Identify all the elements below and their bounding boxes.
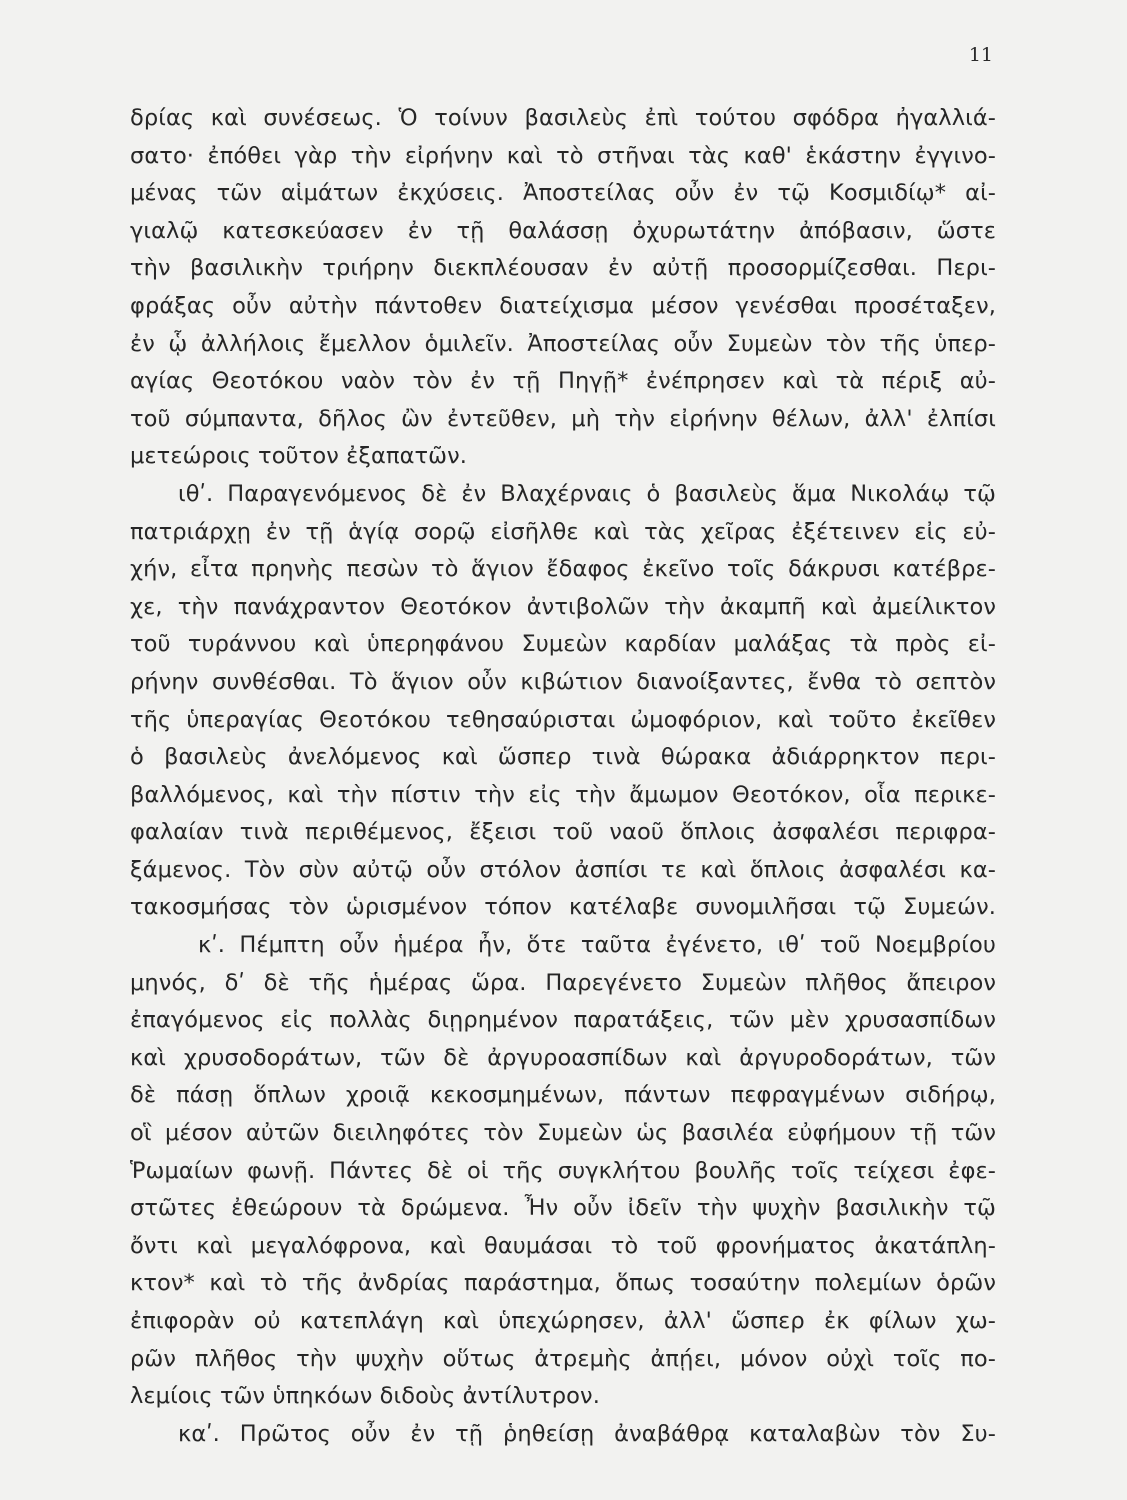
- text-line: ἐπιφορὰν οὐ κατεπλάγη καὶ ὑπεχώρησεν, ἀλλ' ὥσπερ ἐκ φίλων χω-: [130, 1308, 996, 1334]
- text-line: οἳ μέσον αὐτῶν διειληφότες τὸν Συμεὼν ὡς βασιλέα εὐφήμουν τῇ τῶν: [130, 1120, 996, 1147]
- paragraph-start-line: καʹ. Πρῶτος οὖν ἐν τῇ ῥηθείσῃ ἀναβάθρᾳ καταλαβὼν τὸν Συ-: [178, 1420, 996, 1447]
- text-line: Ῥωμαίων φωνῇ. Πάντες δὲ οἱ τῆς συγκλήτου βουλῆς τοῖς τείχεσι ἐφε-: [130, 1157, 996, 1184]
- text-line: τὴν βασιλικὴν τριήρην διεκπλέουσαν ἐν αὐτῇ προσορμίζεσθαι. Περι-: [130, 255, 996, 282]
- text-line: μηνός, δʹ δὲ τῆς ἡμέρας ὥρα. Παρεγένετο Συμεὼν πλῆθος ἄπειρον: [130, 969, 996, 996]
- text-line: τακοσμήσας τὸν ὡρισμένον τόπον κατέλαβε συνομιλῆσαι τῷ Συμεών.: [130, 894, 996, 921]
- text-line: μένας τῶν αἱμάτων ἐκχύσεις. Ἀποστείλας οὖν ἐν τῷ Κοσμιδίῳ* αἰ-: [130, 180, 996, 207]
- text-line: ξάμενος. Τὸν σὺν αὐτῷ οὖν στόλον ἀσπίσι τε καὶ ὅπλοις ἀσφαλέσι κα-: [130, 856, 996, 883]
- text-line: χε, τὴν πανάχραντον Θεοτόκον ἀντιβολῶν τὴν ἀκαμπῆ καὶ ἀμείλικτον: [130, 593, 996, 620]
- text-line: ὄντι καὶ μεγαλόφρονα, καὶ θαυμάσαι τὸ τοῦ φρονήματος ἀκατάπλη-: [130, 1232, 996, 1259]
- text-line: γιαλῷ κατεσκεύασεν ἐν τῇ θαλάσσῃ ὀχυρωτάτην ἀπόβασιν, ὥστε: [130, 217, 996, 244]
- text-line: δρίας καὶ συνέσεως. Ὁ τοίνυν βασιλεὺς ἐπὶ τούτου σφόδρα ἠγαλλιά-: [130, 105, 996, 131]
- text-line: καὶ χρυσοδοράτων, τῶν δὲ ἀργυροασπίδων καὶ ἀργυροδοράτων, τῶν: [130, 1044, 996, 1071]
- paragraph-start-line: κʹ. Πέμπτη οὖν ἡμέρα ἦν, ὅτε ταῦτα ἐγένετο, ιθʹ τοῦ Νοεμβρίου: [198, 932, 996, 959]
- text-line: τῆς ὑπεραγίας Θεοτόκου τεθησαύρισται ὠμοφόριον, καὶ τοῦτο ἐκεῖθεν: [130, 706, 996, 733]
- page-number: 11: [968, 44, 993, 66]
- text-line: ὁ βασιλεὺς ἀνελόμενος καὶ ὥσπερ τινὰ θώρακα ἀδιάρρηκτον περι-: [130, 744, 996, 771]
- text-line: αγίας Θεοτόκου ναὸν τὸν ἐν τῇ Πηγῇ* ἐνέπρησεν καὶ τὰ πέριξ αὐ-: [130, 368, 996, 395]
- text-line: φράξας οὖν αὐτὴν πάντοθεν διατείχισμα μέσον γενέσθαι προσέταξεν,: [130, 292, 996, 319]
- text-line: φαλαίαν τινὰ περιθέμενος, ἔξεισι τοῦ ναοῦ ὅπλοις ἀσφαλέσι περιφρα-: [130, 819, 996, 846]
- text-line: πατριάρχῃ ἐν τῇ ἁγίᾳ σορῷ εἰσῆλθε καὶ τὰς χεῖρας ἐξέτεινεν εἰς εὐ-: [130, 518, 996, 545]
- body-text: [130, 100, 996, 1453]
- text-line: ρήνην συνθέσθαι. Τὸ ἅγιον οὖν κιβώτιον διανοίξαντες, ἔνθα τὸ σεπτὸν: [130, 668, 996, 695]
- text-line: λεμίοις τῶν ὑπηκόων διδοὺς ἀντίλυτρον.: [130, 1383, 600, 1410]
- text-line: δὲ πάσῃ ὅπλων χροιᾷ κεκοσμημένων, πάντων πεφραγμένων σιδήρῳ,: [130, 1082, 996, 1109]
- text-line: ρῶν πλῆθος τὴν ψυχὴν οὕτως ἀτρεμὴς ἀπῄει, μόνον οὐχὶ τοῖς πο-: [130, 1345, 996, 1372]
- text-line: σατο· ἐπόθει γὰρ τὴν εἰρήνην καὶ τὸ στῆναι τὰς καθ' ἑκάστην ἐγγινο-: [130, 142, 996, 169]
- paragraph-start-line: ιθʹ. Παραγενόμενος δὲ ἐν Βλαχέρναις ὁ βασιλεὺς ἅμα Νικολάῳ τῷ: [178, 480, 996, 507]
- text-line: βαλλόμενος, καὶ τὴν πίστιν τὴν εἰς τὴν ἄμωμον Θεοτόκον, οἷα περικε-: [130, 781, 996, 808]
- text-line: χήν, εἶτα πρηνὴς πεσὼν τὸ ἅγιον ἔδαφος ἐκεῖνο τοῖς δάκρυσι κατέβρε-: [130, 556, 996, 583]
- text-line: μετεώροις τοῦτον ἐξαπατῶν.: [130, 443, 468, 470]
- text-line: κτον* καὶ τὸ τῆς ἀνδρίας παράστημα, ὅπως τοσαύτην πολεμίων ὁρῶν: [130, 1270, 996, 1297]
- text-line: ἐπαγόμενος εἰς πολλὰς διῃρημένον παρατάξεις, τῶν μὲν χρυσασπίδων: [130, 1007, 996, 1034]
- text-line: ἐν ᾧ ἀλλήλοις ἔμελλον ὁμιλεῖν. Ἀποστείλας οὖν Συμεὼν τὸν τῆς ὑπερ-: [130, 330, 996, 357]
- text-line: τοῦ τυράννου καὶ ὑπερηφάνου Συμεὼν καρδίαν μαλάξας τὰ πρὸς εἰ-: [130, 631, 996, 658]
- text-line: τοῦ σύμπαντα, δῆλος ὢν ἐντεῦθεν, μὴ τὴν εἰρήνην θέλων, ἀλλ' ἐλπίσι: [130, 405, 996, 432]
- text-line: στῶτες ἐθεώρουν τὰ δρώμενα. Ἦν οὖν ἰδεῖν τὴν ψυχὴν βασιλικὴν τῷ: [130, 1195, 996, 1222]
